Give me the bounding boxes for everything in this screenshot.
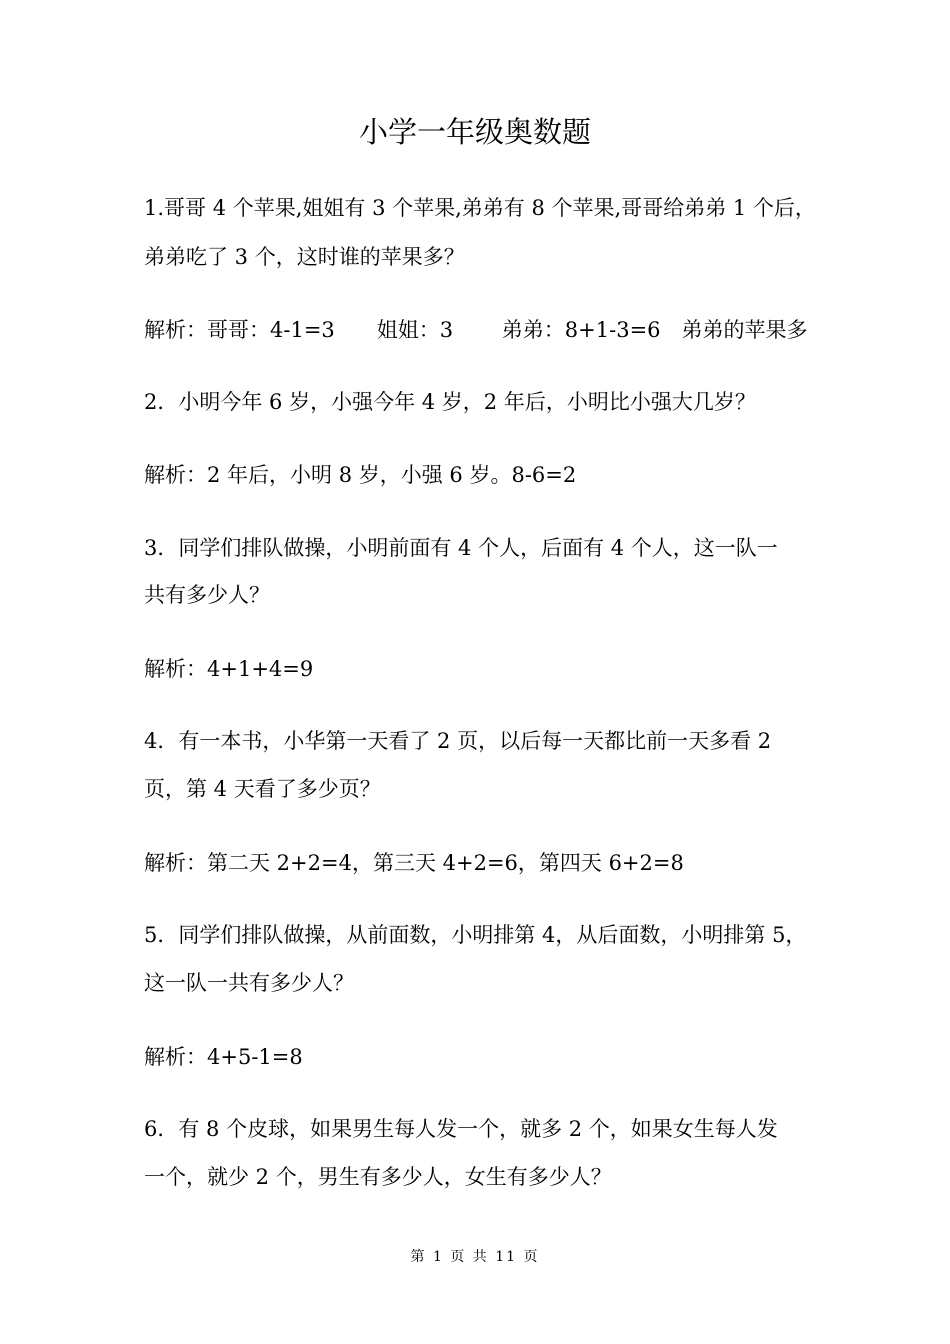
answer-4: 解析：第二天 2+2=4，第三天 4+2=6，第四天 6+2=8	[144, 851, 684, 875]
problem-1-line-2: 弟弟吃了 3 个，这时谁的苹果多？	[144, 245, 465, 269]
answer-5: 解析：4+5-1=8	[144, 1045, 303, 1069]
problem-4-line-2: 页，第 4 天看了多少页？	[144, 777, 381, 801]
problem-5-line-2: 这一队一共有多少人？	[144, 971, 354, 995]
problem-6-line-2: 一个，就少 2 个，男生有多少人，女生有多少人？	[144, 1165, 612, 1189]
problem-2-line-1: 2．小明今年 6 岁，小强今年 4 岁，2 年后，小明比小强大几岁？	[144, 390, 756, 414]
page-title: 小学一年级奥数题	[358, 115, 591, 149]
page-footer: 第 1 页 共 11 页	[410, 1249, 540, 1265]
answer-2: 解析：2 年后，小明 8 岁，小强 6 岁。8-6=2	[144, 463, 577, 487]
problem-3-line-1: 3．同学们排队做操，小明前面有 4 个人，后面有 4 个人，这一队一	[144, 536, 778, 560]
answer-3: 解析：4+1+4=9	[144, 657, 314, 681]
problem-3-line-2: 共有多少人？	[144, 583, 270, 607]
problem-1-line-1: 1.哥哥 4 个苹果,姐姐有 3 个苹果,弟弟有 8 个苹果,哥哥给弟弟 1 个后，	[144, 196, 816, 220]
answer-1: 解析：哥哥：4-1=3 姐姐：3 弟弟：8+1-3=6 弟弟的苹果多	[144, 318, 808, 342]
problem-6-line-1: 6．有 8 个皮球，如果男生每人发一个，就多 2 个，如果女生每人发	[144, 1117, 778, 1141]
problem-5-line-1: 5．同学们排队做操，从前面数，小明排第 4，从后面数，小明排第 5，	[144, 923, 807, 947]
problem-4-line-1: 4．有一本书，小华第一天看了 2 页，以后每一天都比前一天多看 2	[144, 729, 772, 753]
